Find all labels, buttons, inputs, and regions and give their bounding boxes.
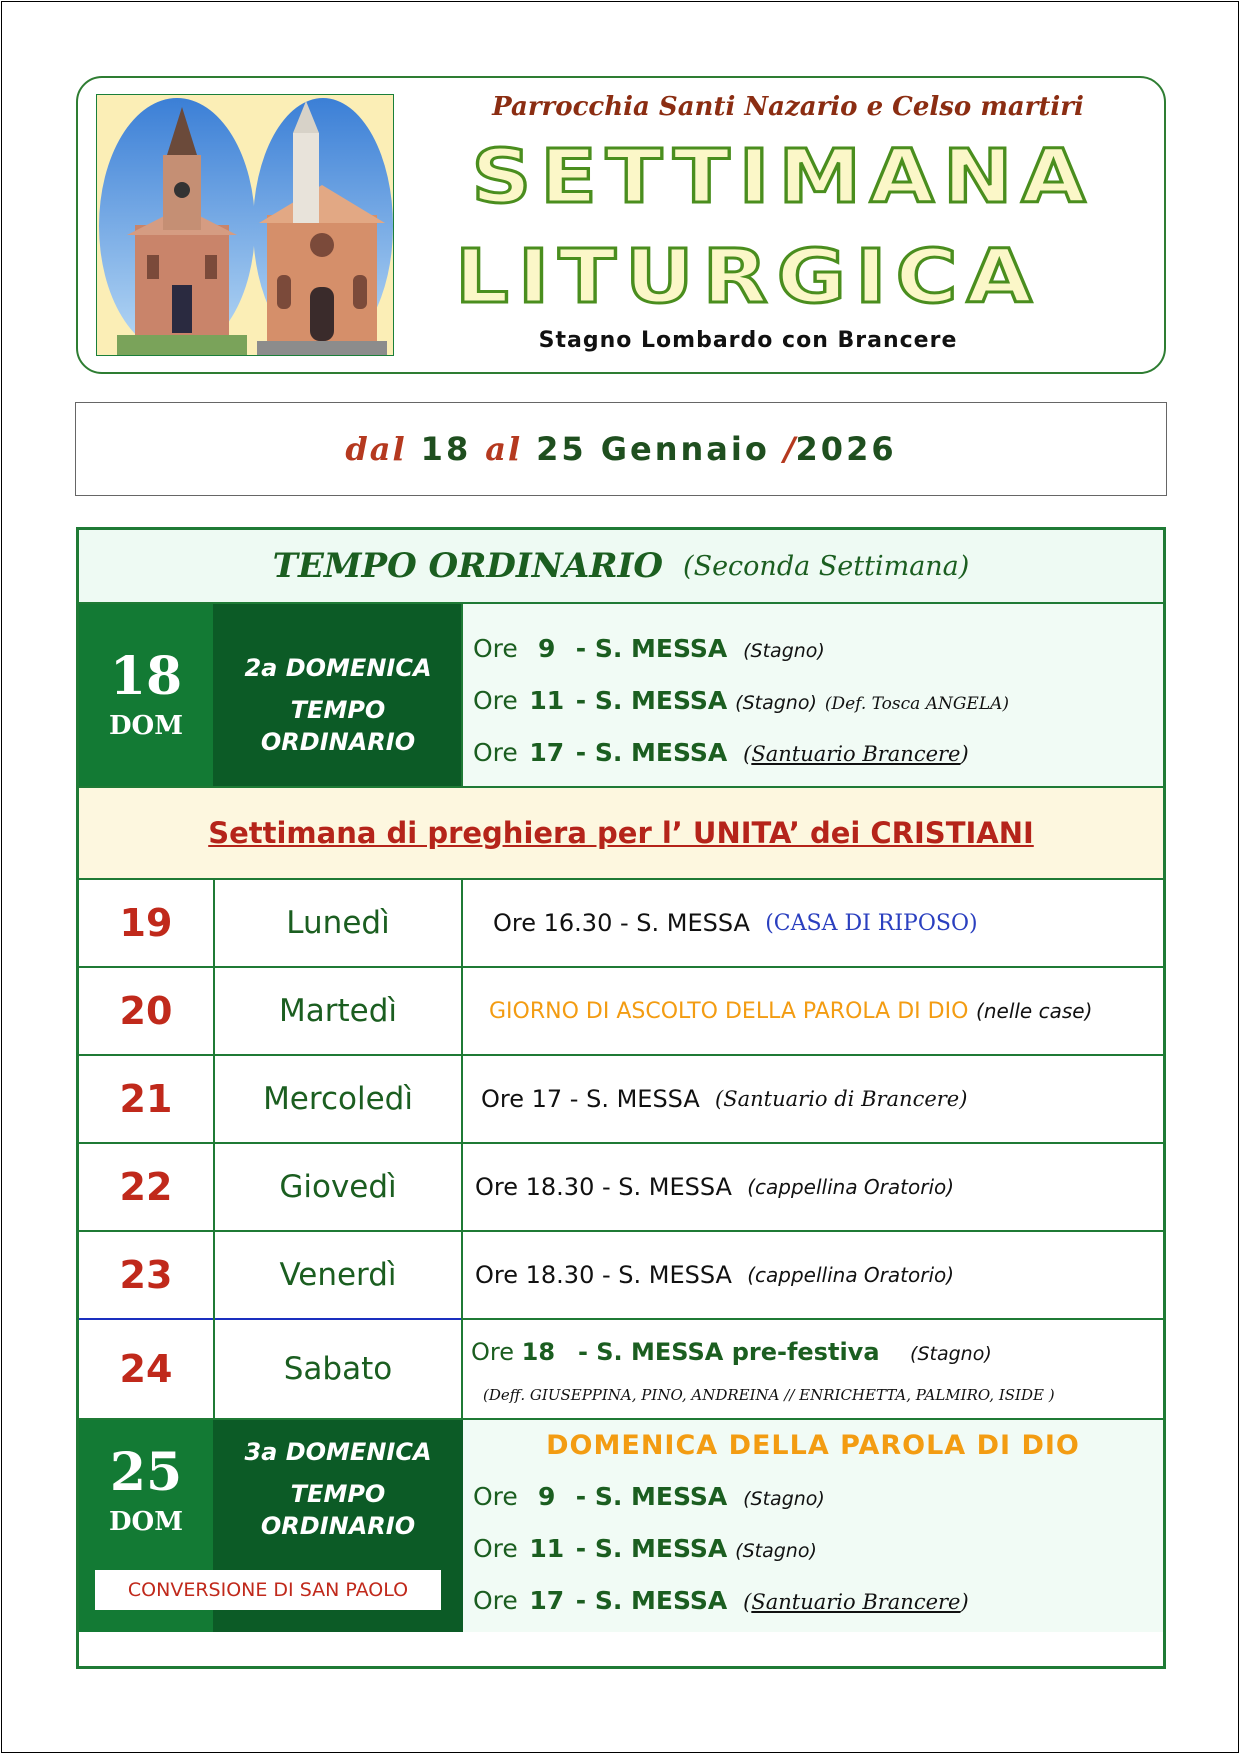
day-activity: GIORNO DI ASCOLTO DELLA PAROLA DI DIO (nelle case) [489,998,1093,1024]
header-box [76,76,1166,374]
sunday1-dow: DOM [109,711,183,741]
parish-name: Parrocchia Santi Nazario e Celso martiri [492,92,1084,122]
sunday2-num: 25 [109,1442,183,1503]
mass-line: Ore 11 - S. MESSA (Stagno) [473,1534,817,1563]
day-num: 24 [119,1347,173,1391]
day-activity: Ore 18.30 - S. MESSA (cappellina Oratorio) [475,1261,955,1289]
date-slash: / [783,430,796,468]
sabato-deff: (Deff. GIUSEPPINA, PINO, ANDREINA // ENRICHETTA, PALMIRO, ISIDE ) [483,1386,1055,1404]
sunday2-masses [463,1420,1163,1632]
sunday2-name-line3: ORDINARIO [260,1512,416,1540]
tempo-main: TEMPO ORDINARIO [272,546,664,586]
sunday1-name [213,604,463,788]
mass-line: Ore 17 - S. MESSA (Santuario Brancere) [473,738,969,767]
sunday2-name-line1: 3a DOMENICA [244,1438,432,1466]
tempo-band [79,530,1163,602]
day-activity: Ore 16.30 - S. MESSA (CASA DI RIPOSO) [493,909,978,937]
date-range [75,402,1167,496]
day-name: Mercoledì [263,1081,413,1117]
day-num: 22 [119,1165,173,1209]
sunday1-num: 18 [109,646,183,707]
sabato-activity [463,1320,1163,1418]
date-end: 25 Gennaio [536,430,770,468]
sunday1-name-line2: TEMPO [290,696,386,724]
date-al: al [485,430,523,468]
mass-line: Ore 9 - S. MESSA (Stagno) [473,634,825,663]
schedule-table [76,527,1166,1669]
sunday1-name-line3: ORDINARIO [260,728,416,756]
date-dal: dal [345,430,407,468]
sunday1-masses [463,604,1163,788]
day-name: Sabato [283,1351,393,1387]
day-num: 23 [119,1253,173,1297]
title-settimana: SETTIMANA [471,134,1095,220]
day-num: 20 [119,989,173,1033]
sunday2-name-line2: TEMPO [290,1480,386,1508]
day-name: Lunedì [286,905,390,941]
date-year: 2026 [795,430,897,468]
conversione-label: CONVERSIONE DI SAN PAOLO [95,1570,441,1610]
sunday2-dow: DOM [109,1507,183,1537]
mass-line: Ore 17 - S. MESSA (Santuario Brancere) [473,1586,969,1615]
conversione-wrap [79,1420,463,1632]
unita-text: Settimana di preghiera per l’ UNITA’ dei CRISTIANI [208,816,1034,850]
title-liturgica: LITURGICA [454,234,1042,320]
day-name: Venerdì [279,1257,397,1293]
mass-line: Ore 9 - S. MESSA (Stagno) [473,1482,825,1511]
subtitle-location: Stagno Lombardo con Brancere [538,328,958,353]
day-activity: Ore 17 - S. MESSA (Santuario di Brancere) [481,1085,968,1113]
unita-band [79,788,1163,878]
day-name: Martedì [278,993,397,1029]
day-num: 21 [119,1077,173,1121]
sabato-mass: Ore 18 - S. MESSA pre-festiva (Stagno) [471,1338,992,1366]
day-name: Giovedì [279,1169,397,1205]
sunday1-name-line1: 2a DOMENICA [244,654,432,682]
tempo-sub: (Seconda Settimana) [683,550,970,582]
sunday1-date [79,604,213,788]
mass-line: Ore 11 - S. MESSA (Stagno) (Def. Tosca ANGELA) [473,686,1010,715]
date-start: 18 [420,430,472,468]
parola-di-dio: DOMENICA DELLA PAROLA DI DIO [546,1430,1080,1461]
day-activity: Ore 18.30 - S. MESSA (cappellina Oratorio) [475,1173,955,1201]
day-num: 19 [119,901,173,945]
